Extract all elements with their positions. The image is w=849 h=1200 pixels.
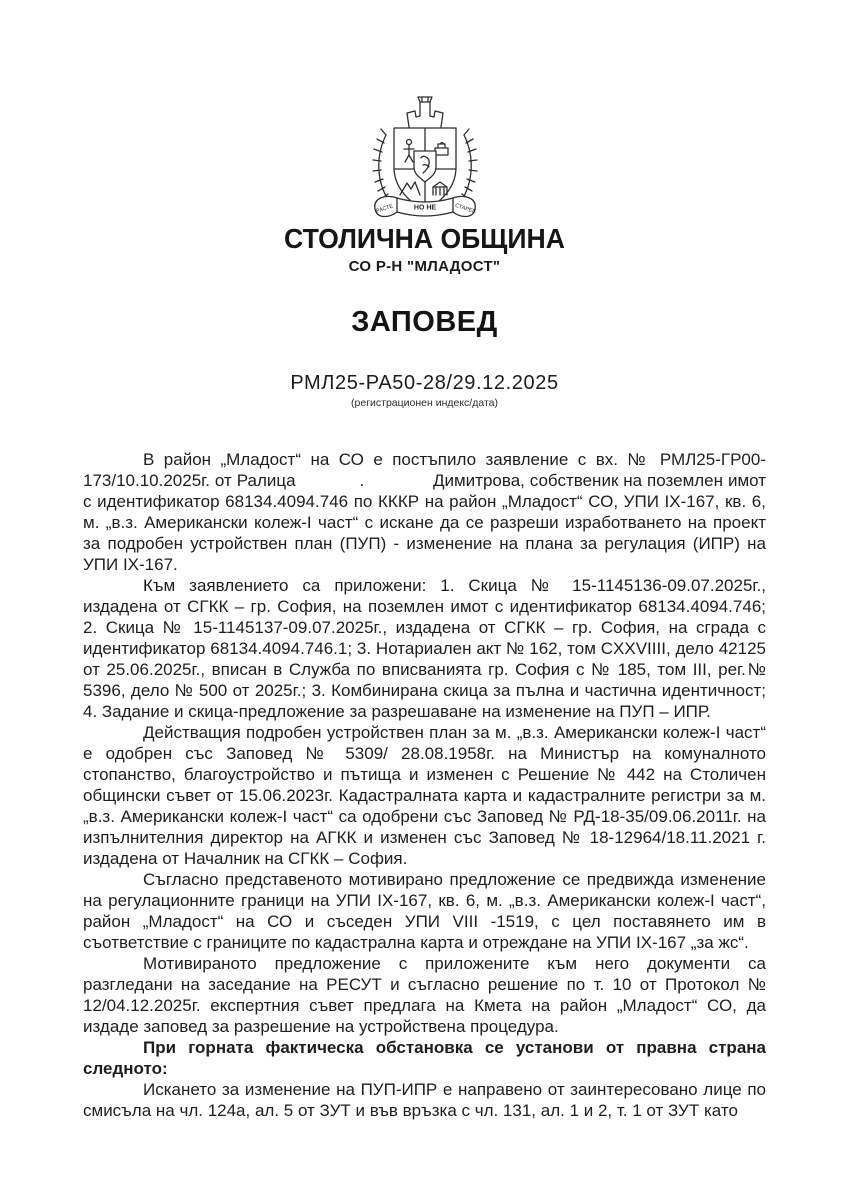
department-name: СО Р-Н "МЛАДОСТ"	[348, 258, 501, 275]
proposal-paragraph: Съгласно представеното мотивирано предложение се предвижда изменение на регулационните граници на УПИ IX-167, кв. 6, м. „в.з. Американски колеж-I част“, район „Младост“ на СО и съседен УПИ VIII -1519, с цел поставянето им в съответствие с границите по кадастрална карта и отреждане на УПИ IX-167 „за жс“.	[83, 870, 766, 952]
intro-paragraph: В район „Младост“ на СО е постъпило заявление с вх. № РМЛ25-ГР00-173/10.10.2025г. от Ралица . Димитрова, собственик на поземлен имот с идентификатор 68134.4094.746 по КККР на район „Младост“ СО, УПИ IX-167, кв. 6, м. „в.з. Американски колеж-I част“ с искане да се разреши изработването на проект за подробен устройствен план (ПУП) - изменение на плана за регулация (ИПР) на УПИ IX-167.	[83, 450, 766, 574]
motto-center-text: НО НЕ	[413, 204, 436, 212]
plan-history-paragraph: Действащия подробен устройствен план за м. „в.з. Американски колеж-I част“ е одобрен със Заповед № 5309/ 28.08.1958г. на Министър на комуналното стопанство, благоустройство и пътища и изменен с Решение № 442 на Столичен общински съвет от 15.06.2023г. Кадастралната карта и кадастралните регистри за м. „в.з. Американски колеж-I част“ са одобрени със Заповед № РД-18-35/09.06.2011г. на изпълнителния директор на АГКК и изменен със Заповед № 18-12964/18.11.2021 г. издадена от Началник на СГКК – София.	[83, 723, 766, 868]
mural-crown-icon	[407, 97, 443, 127]
laurel-left-icon	[373, 129, 389, 201]
legal-basis-paragraph: Искането за изменение на ПУП-ИПР е направено от заинтересовано лице по смисъла на чл. 124а, ал. 5 от ЗУТ и във връзка с чл. 131, ал. 1 и 2, т. 1 от ЗУТ като	[83, 1080, 766, 1120]
document-header	[0, 95, 849, 275]
organization-name: СТОЛИЧНА ОБЩИНА	[284, 223, 565, 254]
inner-shield-lion-icon	[414, 151, 436, 182]
document-body	[83, 449, 766, 1121]
legal-finding-heading: При горната фактическа обстановка се установи от правна страна следното:	[83, 1038, 766, 1078]
laurel-right-icon	[461, 129, 477, 201]
document-title: ЗАПОВЕД	[351, 306, 498, 338]
attachments-paragraph: Към заявлението са приложени: 1. Скица № 15-1145136-09.07.2025г., издадена от СГКК – гр. София, на поземлен имот с идентификатор 68134.4094.746; 2. Скица № 15-1145137-09.07.2025г., издадена от СГКК – гр. София, на сграда с идентификатор 68134.4094.746.1; 3. Нотариален акт № 162, том CXXVIIII, дело 42125 от 25.06.2025г., вписан в Служба по вписванията гр. София с № 185, том III, рег.№ 5396, дело № 500 от 2025г.; 3. Комбинирана скица за пълна и частична идентичност; 4. Задание и скица-предложение за разрешаване на изменение на ПУП – ИПР.	[83, 576, 766, 721]
title-block	[0, 306, 849, 409]
resut-decision-paragraph: Мотивираното предложение с приложените към него документи са разгледани на заседание на РЕСУТ и съгласно решение по т. 10 от Протокол № 12/04.12.2025г. експертния съвет предлага на Кмета на район „Младост“ СО, да издаде заповед за разрешение на устройствена процедура.	[83, 954, 766, 1036]
reference-caption: (регистрационен индекс/дата)	[351, 397, 498, 409]
sofia-coat-of-arms	[365, 95, 485, 220]
motto-left-text: РАСТЕ	[374, 203, 394, 215]
reference-number: РМЛ25-РА50-28/29.12.2025	[290, 372, 559, 394]
motto-right-text: СТАРЕЕ	[453, 202, 477, 216]
